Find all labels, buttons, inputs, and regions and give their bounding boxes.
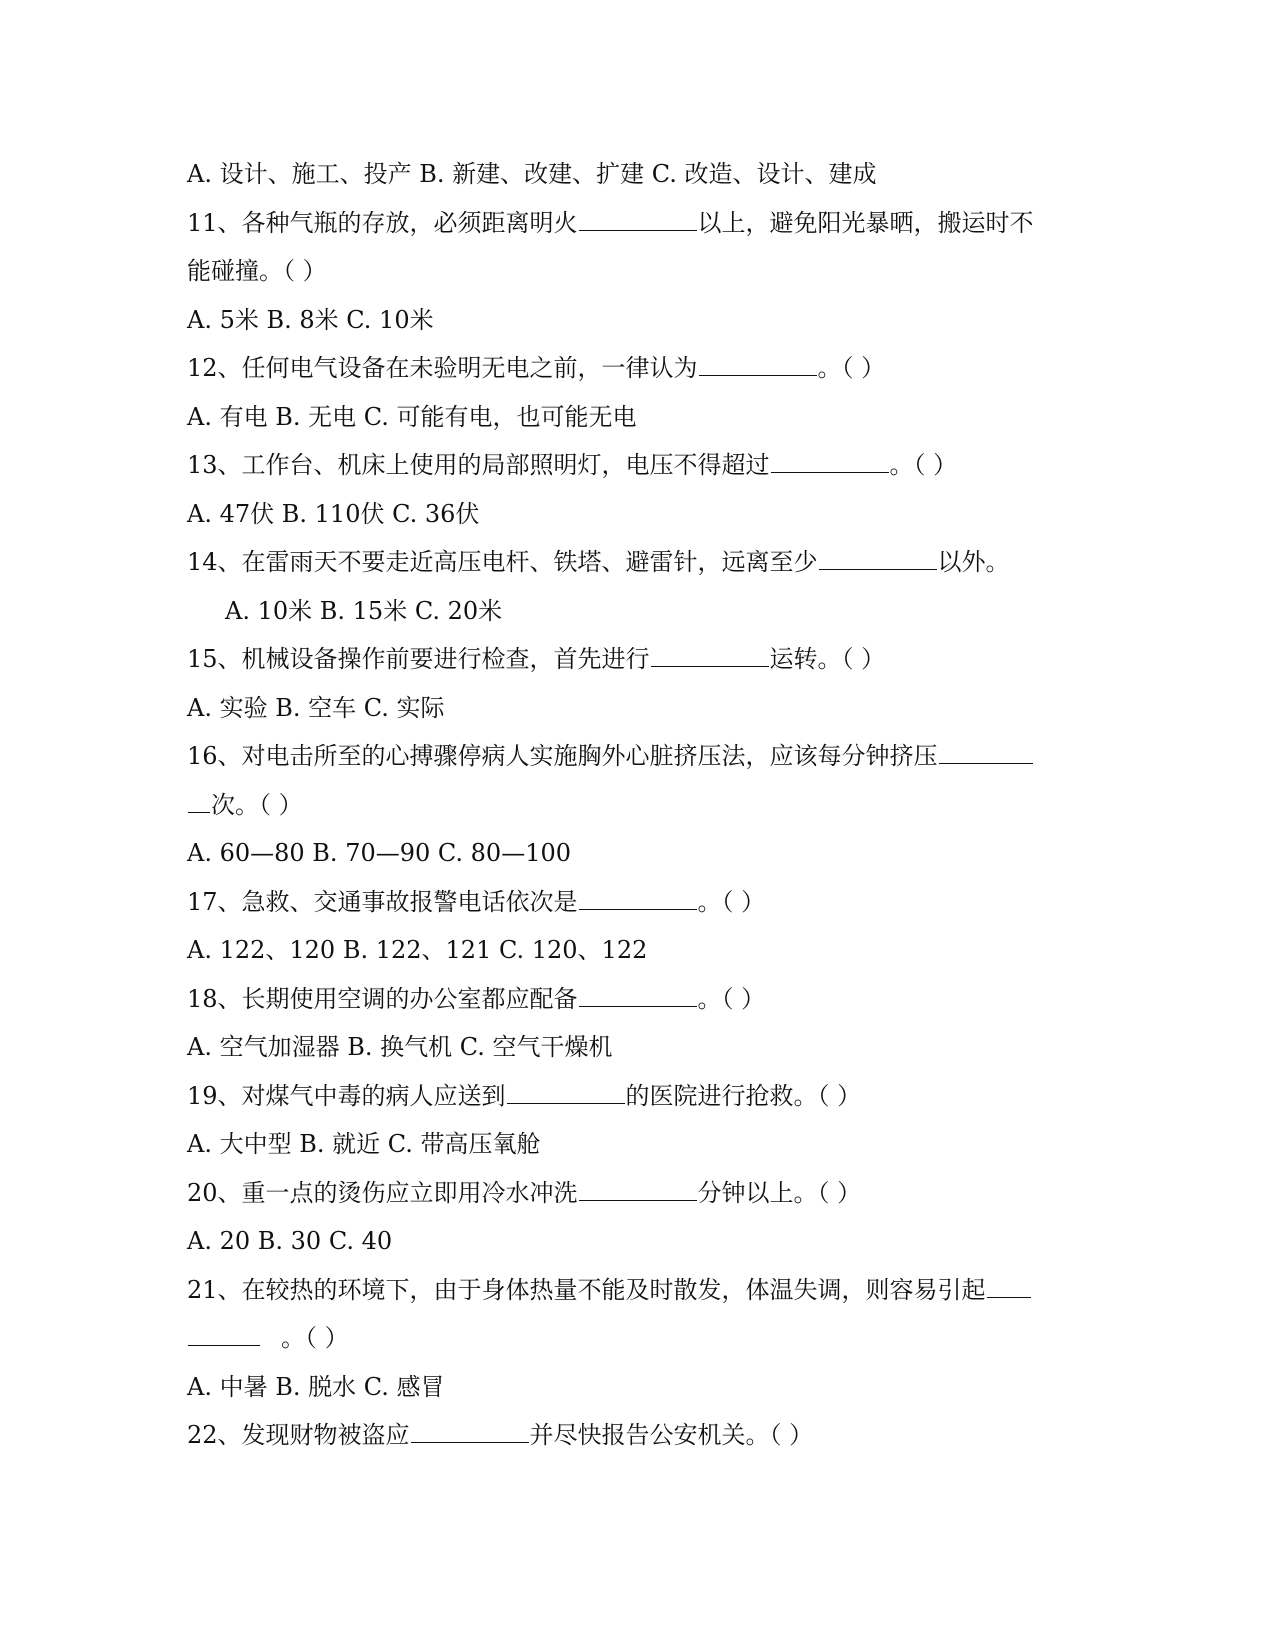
question-text: 。（ ）	[697, 984, 766, 1013]
question-text: 20、重一点的烫伤应立即用冷水冲洗	[187, 1178, 578, 1207]
question-text: 11、各种气瓶的存放，必须距离明火	[187, 208, 578, 237]
answer-blank	[188, 1317, 260, 1346]
question-21	[187, 1266, 1067, 1315]
options-line: A. 5米 B. 8米 C. 10米	[187, 305, 434, 334]
question-11	[187, 199, 1067, 248]
answer-blank	[819, 541, 937, 570]
question-12	[187, 344, 1067, 393]
options-line: A. 空气加湿器 B. 换气机 C. 空气干燥机	[187, 1033, 613, 1061]
answer-blank	[411, 1414, 529, 1443]
question-16	[187, 732, 1067, 781]
options-line: A. 10米 B. 15米 C. 20米	[225, 596, 503, 625]
question-text: 。（ ）	[889, 451, 958, 479]
options-line: A. 中暑 B. 脱水 C. 感冒	[187, 1372, 445, 1401]
question-19	[187, 1072, 1067, 1121]
options-line: A. 60—80 B. 70—90 C. 80—100	[187, 839, 572, 867]
question-text: 22、发现财物被盗应	[187, 1421, 410, 1449]
question-13	[187, 441, 1067, 490]
answer-blank	[579, 978, 697, 1007]
answer-blank	[651, 638, 769, 667]
question-text: 16、对电击所至的心搏骤停病人实施胸外心脏挤压法，应该每分钟挤压	[187, 742, 938, 770]
options-line: A. 47伏 B. 110伏 C. 36伏	[187, 499, 480, 528]
options-line: A. 20 B. 30 C. 40	[187, 1227, 393, 1255]
question-text: 。（ ）	[817, 354, 886, 382]
question-15	[187, 635, 1067, 684]
question-text: 17、急救、交通事故报警电话依次是	[187, 887, 578, 916]
question-text: 18、长期使用空调的办公室都应配备	[187, 984, 578, 1013]
question-list	[187, 150, 1067, 1460]
question-text: 的医院进行抢救。（ ）	[625, 1081, 862, 1110]
options-line: A. 实验 B. 空车 C. 实际	[187, 693, 445, 722]
question-text: 12、任何电气设备在未验明无电之前，一律认为	[187, 354, 698, 382]
answer-blank	[579, 881, 697, 910]
question-17	[187, 878, 1067, 927]
answer-blank	[579, 202, 697, 231]
answer-blank	[939, 735, 1033, 764]
options-line: A. 大中型 B. 就近 C. 带高压氧舱	[187, 1130, 541, 1158]
question-text: 以外。	[937, 548, 1010, 576]
question-text: 以上，避免阳光暴晒，搬运时不	[697, 208, 1034, 237]
question-text: 分钟以上。（ ）	[697, 1178, 862, 1207]
answer-blank	[987, 1269, 1031, 1298]
answer-blank	[771, 444, 889, 473]
options-line: A. 设计、施工、投产 B. 新建、改建、扩建 C. 改造、设计、建成	[187, 160, 877, 188]
question-21-continued	[187, 1314, 1067, 1363]
question-22	[187, 1411, 1067, 1460]
answer-blank	[507, 1075, 625, 1104]
question-text: 。（ ）	[697, 887, 766, 916]
question-text: 21、在较热的环境下，由于身体热量不能及时散发，体温失调，则容易引起	[187, 1275, 986, 1304]
options-line: A. 有电 B. 无电 C. 可能有电，也可能无电	[187, 402, 637, 431]
question-text: 并尽快报告公安机关。（ ）	[529, 1421, 814, 1449]
question-text: 。（ ）	[281, 1324, 349, 1352]
question-18	[187, 975, 1067, 1024]
question-14	[187, 538, 1067, 587]
question-20	[187, 1169, 1067, 1218]
answer-blank	[188, 784, 210, 813]
question-text: 运转。（ ）	[769, 645, 886, 673]
question-11-continued: 能碰撞。（ ）	[187, 257, 327, 285]
options-line: A. 122、120 B. 122、121 C. 120、122	[187, 936, 648, 964]
question-16-continued	[187, 781, 1067, 830]
question-text: 14、在雷雨天不要走近高压电杆、铁塔、避雷针，远离至少	[187, 548, 818, 576]
question-text: 次。（ ）	[211, 790, 303, 819]
question-text: 13、工作台、机床上使用的局部照明灯，电压不得超过	[187, 451, 770, 479]
answer-blank	[699, 347, 817, 376]
question-text: 15、机械设备操作前要进行检查，首先进行	[187, 645, 650, 673]
answer-blank	[579, 1172, 697, 1201]
question-text: 19、对煤气中毒的病人应送到	[187, 1081, 506, 1110]
